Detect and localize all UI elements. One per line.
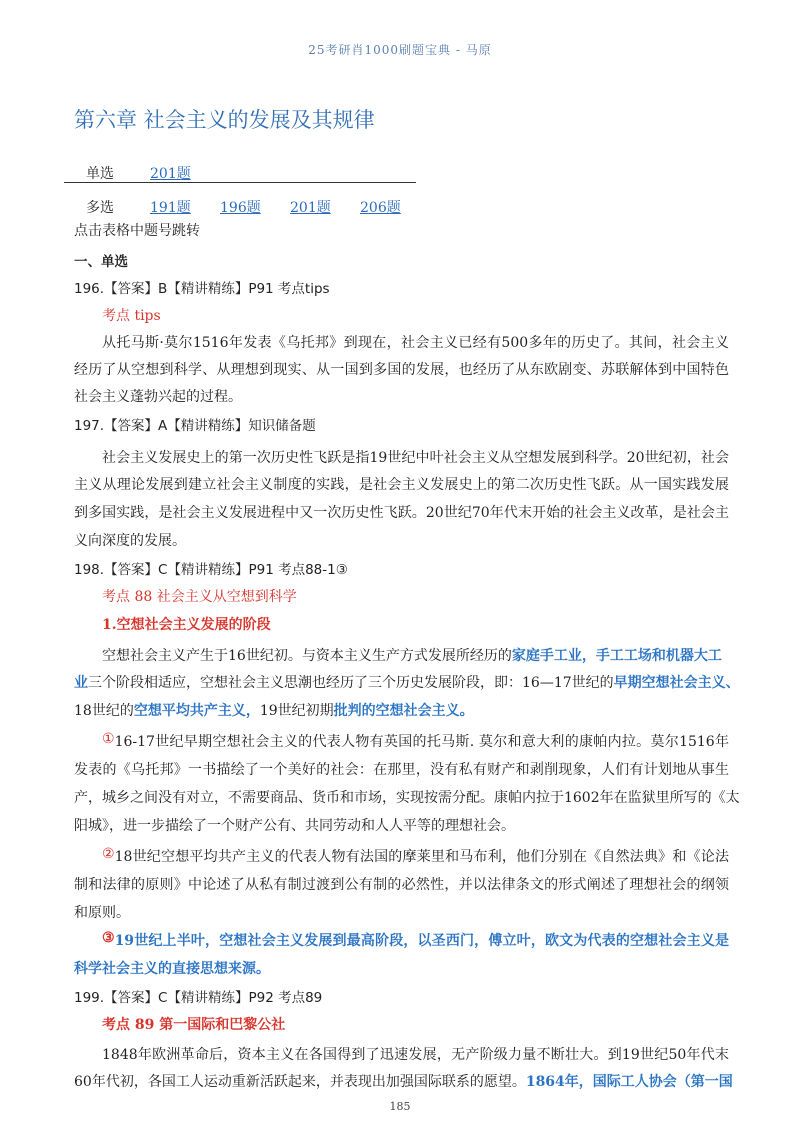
question-link[interactable]: 201题: [290, 200, 331, 216]
point-89: 考点 89 第一国际和巴黎公社: [102, 1017, 286, 1033]
question-jump-table: [64, 160, 416, 220]
text-line: 到多国实践，是社会主义发展进程中又一次历史性飞跃。20世纪70年代末开始的社会主义改革，是社会主: [74, 505, 729, 521]
point-88: 考点 88 社会主义从空想到科学: [102, 589, 297, 605]
highlight: 业: [74, 675, 88, 691]
table-row-single: [64, 160, 416, 186]
text-line: 阳城》，进一步描绘了一个财产公有、共同劳动和人人平等的理想社会。: [74, 818, 515, 834]
text-line: 制和法律的原则》中论述了从私有制过渡到公有制的必然性，并以法律条文的形式阐述了理想社会的纲领: [74, 877, 729, 893]
row-label: 多选: [86, 200, 114, 216]
text-line: 从托马斯·莫尔1516年发表《乌托邦》到现在，社会主义已经有500多年的历史了。其间，社会主义: [102, 335, 729, 351]
page-number: 185: [389, 1100, 411, 1113]
circled-number: ③: [102, 930, 115, 946]
highlight: 空想平均共产主义，: [133, 703, 260, 719]
text-line: 和原则。: [74, 905, 130, 921]
highlight: 家庭手工业，手工工场和机器大工: [511, 648, 722, 664]
text-line: ③ 19世纪上半叶，空想社会主义发展到最高阶段，以圣西门，傅立叶，欧文为代表的空想社会主义是: [102, 930, 729, 949]
text-line: 60年代初，各国工人运动重新活跃起来，并表现出加强国际联系的愿望。1864年，国际工人协会（第一国: [74, 1074, 733, 1090]
highlight: 早期空想社会主义、: [613, 675, 740, 691]
text-line: 主义从理论发展到建立社会主义制度的实践，是社会主义发展史上的第二次历史性飞跃。从一国实践发展: [74, 477, 729, 493]
text-line: 1848年欧洲革命后，资本主义在各国得到了迅速发展，无产阶级力量不断壮大。到19世纪50年代末: [102, 1047, 729, 1063]
point-tips: 考点 tips: [102, 308, 161, 324]
text-line: 义向深度的发展。: [74, 533, 186, 549]
chapter-title: 第六章 社会主义的发展及其规律: [74, 108, 375, 132]
text-line: 空想社会主义产生于16世纪初。与资本主义生产方式发展所经历的家庭手工业，手工工场和机器大工: [102, 648, 722, 664]
text-line: 18世纪的空想平均共产主义，19世纪初期批判的空想社会主义。: [74, 703, 474, 719]
question-link[interactable]: 191题: [150, 200, 191, 216]
text-line: 产，城乡之间没有对立，不需要商品、货币和市场，实现按需分配。康帕内拉于1602年在监狱里所写的《太: [74, 790, 740, 806]
answer-198: 198.【答案】C【精讲精练】P91 考点88-1③: [74, 562, 348, 578]
highlight: 批判的空想社会主义。: [333, 703, 474, 719]
text-line: 科学社会主义的直接思想来源。: [74, 961, 270, 977]
answer-199: 199.【答案】C【精讲精练】P92 考点89: [74, 990, 323, 1006]
text-line: 经历了从空想到科学、从理想到现实、从一国到多国的发展，也经历了从东欧剧变、苏联解体到中国特色: [74, 362, 729, 378]
question-link[interactable]: 206题: [360, 200, 401, 216]
text-line: ① 16-17世纪早期空想社会主义的代表人物有英国的托马斯. 莫尔和意大利的康帕内拉。莫尔1516年: [102, 731, 729, 750]
question-link[interactable]: 196题: [220, 200, 261, 216]
circled-number: ②: [102, 846, 115, 862]
circled-number: ①: [102, 731, 115, 747]
running-header: 25考研肖1000刷题宝典 - 马原: [308, 43, 492, 57]
text-line: ② 18世纪空想平均共产主义的代表人物有法国的摩莱里和马布利，他们分别在《自然法典》和《论法: [102, 846, 729, 865]
row-label: 单选: [86, 166, 114, 182]
answer-196: 196.【答案】B【精讲精练】P91 考点tips: [74, 281, 330, 297]
text-line: 发表的《乌托邦》一书描绘了一个美好的社会：在那里，没有私有财产和剥削现象，人们有计划地从事生: [74, 762, 729, 778]
jump-hint: 点击表格中题号跳转: [74, 223, 200, 239]
text-line: 社会主义发展史上的第一次历史性飞跃是指19世纪中叶社会主义从空想发展到科学。20世纪初，社会: [102, 450, 729, 466]
highlight: 1864年，国际工人协会（第一国: [525, 1074, 733, 1090]
section-title: 一、单选: [74, 254, 128, 270]
text-line: 社会主义蓬勃兴起的过程。: [74, 389, 242, 405]
answer-197: 197.【答案】A【精讲精练】知识储备题: [74, 418, 316, 434]
subpoint: 1.空想社会主义发展的阶段: [102, 617, 271, 633]
text-line: 业三个阶段相适应，空想社会主义思潮也经历了三个历史发展阶段，即：16—17世纪的早期空想社会主义、: [74, 675, 740, 691]
question-link[interactable]: 201题: [150, 166, 191, 182]
table-divider: [64, 182, 416, 183]
table-row-multi: [64, 194, 416, 220]
